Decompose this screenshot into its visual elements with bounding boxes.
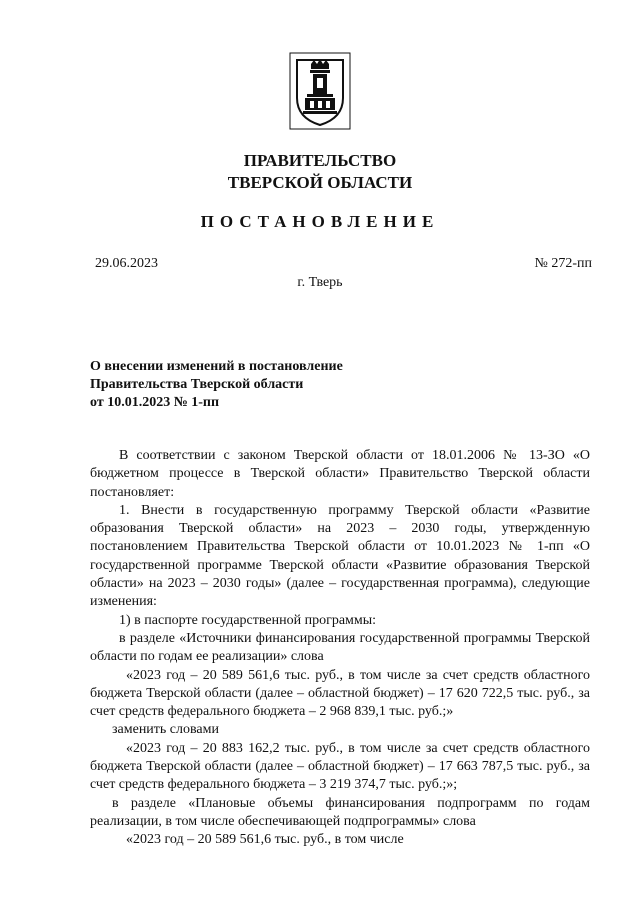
document-type: ПОСТАНОВЛЕНИЕ [200, 212, 440, 231]
document-number: № 272-пп [534, 256, 592, 271]
body-paragraph: в разделе «Плановые объемы финансирования подпрограмм по годам реализации, в том числе обеспечивающей подпрограммы» слова [90, 795, 590, 829]
body-paragraph: В соответствии с законом Тверской области от 18.01.2006 № 13-ЗО «О бюджетном процессе в Тверской области» Правительство Тверской области постановляет: [90, 448, 590, 500]
body-paragraph: «2023 год – 20 883 162,2 тыс. руб., в том числе за счет средств областного бюджета Тверской области (далее – областной бюджет) – 17 663 787,5 тыс. руб., за счет средств федерального бюджета – 3 219 374,7 тыс. руб.;»; [90, 740, 590, 793]
coat-of-arms-icon [289, 52, 351, 130]
document-body [90, 447, 590, 850]
subject-line: от 10.01.2023 № 1-пп [90, 395, 220, 410]
document-city: г. Тверь [297, 275, 343, 290]
organization-name-line1: ПРАВИТЕЛЬСТВО [243, 151, 397, 170]
body-paragraph: «2023 год – 20 589 561,6 тыс. руб., в том числе за счет средств областного бюджета Тверской области (далее – областной бюджет) – 17 620 722,5 тыс. руб., за счет средств федерального бюджета – 2 968 839,1 тыс. руб.;» [90, 667, 590, 720]
organization-name-line2: ТВЕРСКОЙ ОБЛАСТИ [227, 173, 413, 192]
subject-line: Правительства Тверской области [90, 377, 304, 392]
document-date: 29.06.2023 [95, 256, 158, 271]
body-paragraph: 1. Внести в государственную программу Тверской области «Развитие образования Тверской области» на 2023 – 2030 годы, утвержденную постановлением Правительства Тверской области от 10.01.2023 № 1-пп «О государственной программе Тверской области «Развитие образования Тверской области» на 2023 – 2030 годы» (далее – государственная программа), следующие изменения: [90, 502, 590, 610]
body-paragraph: заменить словами [112, 722, 219, 738]
subject-line: О внесении изменений в постановление [90, 359, 343, 374]
body-paragraph: «2023 год – 20 589 561,6 тыс. руб., в том числе [126, 832, 404, 848]
body-paragraph: 1) в паспорте государственной программы: [119, 612, 377, 628]
body-paragraph: в разделе «Источники финансирования государственной программы Тверской области по годам ее реализации» слова [90, 630, 590, 665]
document-subject [90, 358, 343, 412]
